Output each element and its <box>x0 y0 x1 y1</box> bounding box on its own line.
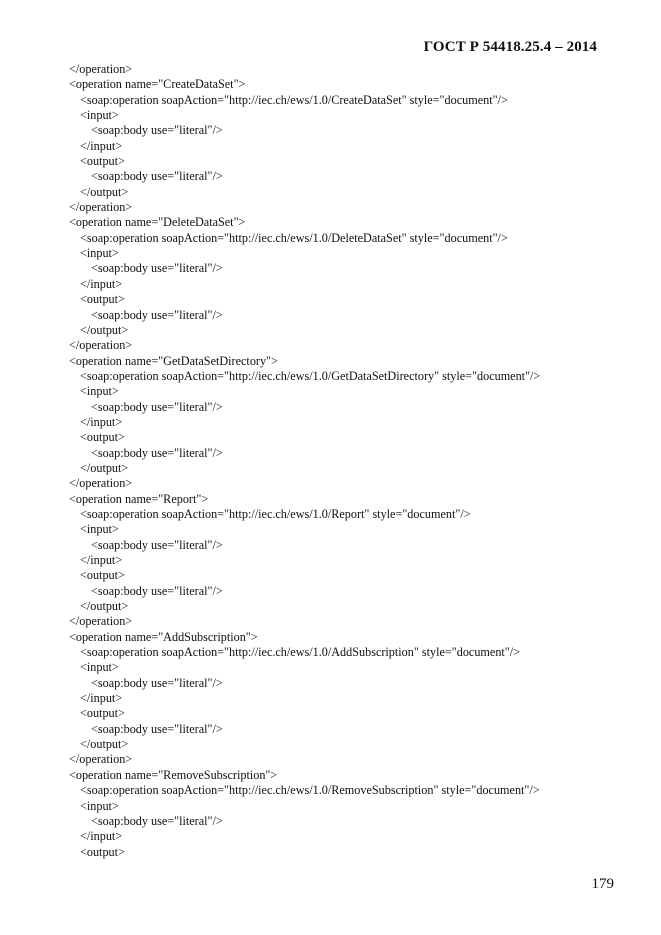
code-line: <input> <box>80 246 119 261</box>
code-line: <output> <box>80 568 125 583</box>
code-line: <soap:body use="literal"/> <box>91 675 223 690</box>
document-header-title: ГОСТ Р 54418.25.4 – 2014 <box>423 39 597 55</box>
code-line: <soap:operation soapAction="http://iec.ch/ews/1.0/AddSubscription" style="document"/> <box>80 645 521 660</box>
code-line: <operation name="Report"> <box>69 491 209 506</box>
code-line: <soap:body use="literal"/> <box>91 583 223 598</box>
code-line: </output> <box>80 737 129 752</box>
xml-code-listing <box>69 62 641 860</box>
code-line: </output> <box>80 184 129 199</box>
code-line: <operation name="DeleteDataSet"> <box>69 215 246 230</box>
code-line: </output> <box>80 599 129 614</box>
code-line: <operation name="GetDataSetDirectory"> <box>69 353 278 368</box>
code-line: <output> <box>80 844 125 859</box>
code-line: <operation name="CreateDataSet"> <box>69 77 246 92</box>
code-line: </output> <box>80 322 129 337</box>
code-line: </operation> <box>69 476 133 491</box>
code-line: <output> <box>80 292 125 307</box>
code-line: <soap:body use="literal"/> <box>91 261 223 276</box>
code-line: <soap:body use="literal"/> <box>91 721 223 736</box>
code-line: <input> <box>80 522 119 537</box>
code-line: </input> <box>80 691 123 706</box>
code-line: <soap:operation soapAction="http://iec.ch/ews/1.0/Report" style="document"/> <box>80 506 471 521</box>
code-line: </operation> <box>69 200 133 215</box>
code-line: <soap:body use="literal"/> <box>91 399 223 414</box>
code-line: <operation name="AddSubscription"> <box>69 629 258 644</box>
code-line: </input> <box>80 138 123 153</box>
code-line: </input> <box>80 553 123 567</box>
code-line: </output> <box>80 460 129 475</box>
code-line: <soap:operation soapAction="http://iec.ch/ews/1.0/CreateDataSet" style="document"/> <box>80 92 508 107</box>
code-line: <input> <box>80 660 119 675</box>
page-number: 179 <box>591 876 614 892</box>
code-line: <soap:operation soapAction="http://iec.ch/ews/1.0/RemoveSubscription" style="document"/> <box>80 783 540 798</box>
code-line: <output> <box>80 430 125 445</box>
code-line: <soap:operation soapAction="http://iec.ch/ews/1.0/GetDataSetDirectory" style="document"/> <box>80 368 541 383</box>
code-line: <output> <box>80 706 125 721</box>
code-line: <output> <box>80 154 125 169</box>
code-line: </input> <box>80 276 123 291</box>
code-line: <soap:body use="literal"/> <box>91 537 223 552</box>
code-line: <input> <box>80 798 119 813</box>
code-line: </operation> <box>69 614 133 629</box>
code-line: <operation name="RemoveSubscription"> <box>69 767 278 782</box>
code-line: <input> <box>80 108 119 123</box>
code-line: <soap:body use="literal"/> <box>91 813 223 828</box>
code-line: <input> <box>80 384 119 399</box>
code-line: </operation> <box>69 62 133 76</box>
code-line: </operation> <box>69 338 133 353</box>
code-line: <soap:body use="literal"/> <box>91 307 223 322</box>
code-line: </input> <box>80 414 123 429</box>
code-line: </operation> <box>69 752 133 767</box>
code-line: <soap:operation soapAction="http://iec.ch/ews/1.0/DeleteDataSet" style="document"/> <box>80 230 508 245</box>
code-line: <soap:body use="literal"/> <box>91 445 223 460</box>
code-line: <soap:body use="literal"/> <box>91 123 223 138</box>
code-line: </input> <box>80 829 123 844</box>
code-line: <soap:body use="literal"/> <box>91 169 223 184</box>
